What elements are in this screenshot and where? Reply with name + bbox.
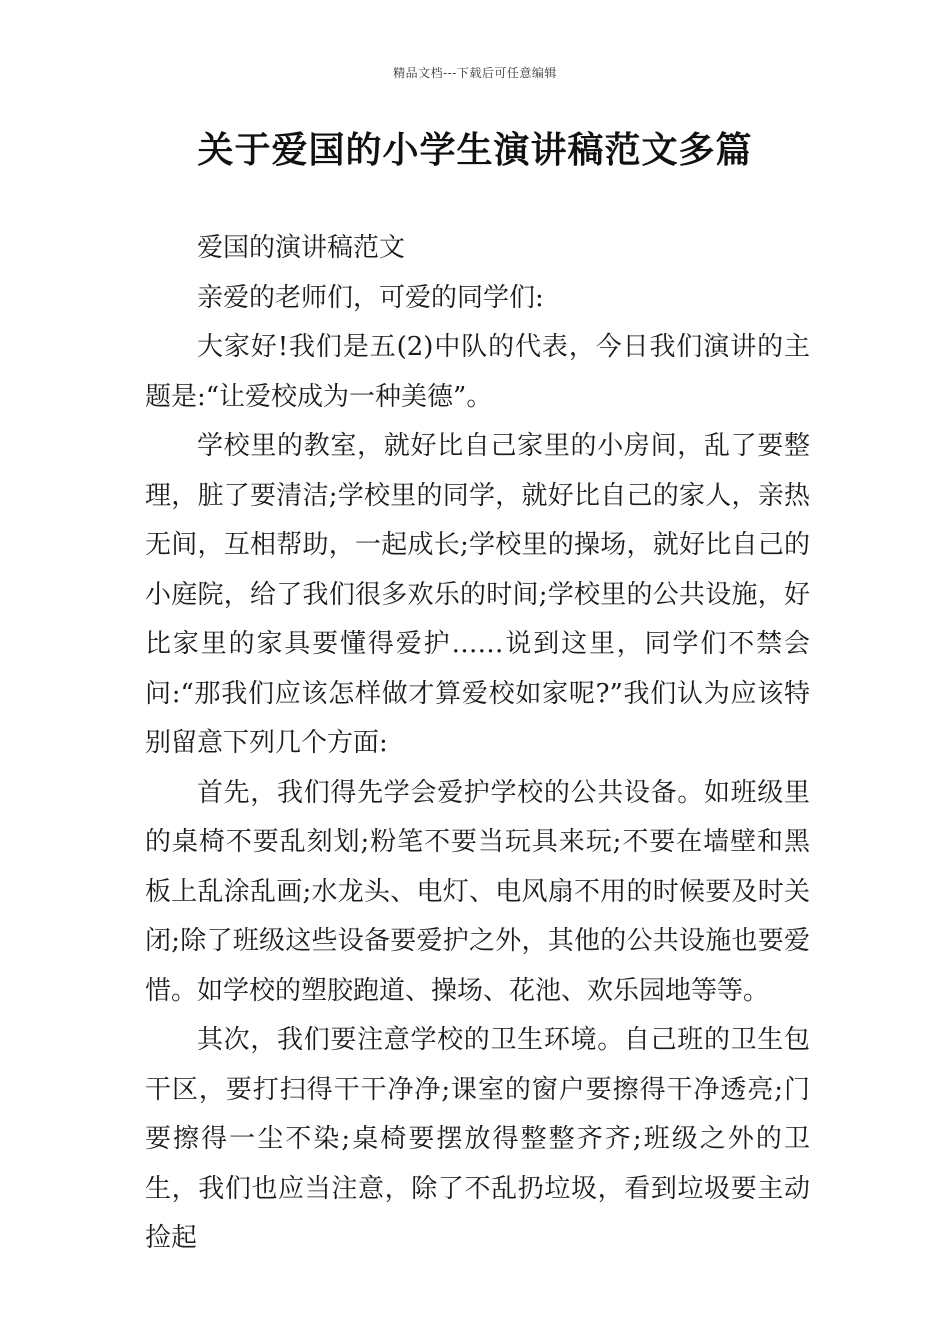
body-paragraph: 其次，我们要注意学校的卫生环境。自己班的卫生包干区，要打扫得干干净净;课室的窗户要擦得干净透亮;门要擦得一尘不染;桌椅要摆放得整整齐齐;班级之外的卫生，我们也应当注意，除了不乱扔垃圾，看到垃圾要主动捡起 — [145, 1025, 810, 1253]
document-title: 关于爱国的小学生演讲稿范文多篇 — [197, 129, 753, 171]
document-body — [145, 224, 810, 1264]
body-paragraph: 大家好!我们是五(2)中队的代表，今日我们演讲的主题是:“让爱校成为一种美德”。 — [145, 332, 810, 412]
body-paragraph: 首先，我们得先学会爱护学校的公共设备。如班级里的桌椅不要乱刻划;粉笔不要当玩具来玩;不要在墙壁和黑板上乱涂乱画;水龙头、电灯、电风扇不用的时候要及时关闭;除了班级这些设备要爱护之外，其他的公共设施也要爱惜。如学校的塑胶跑道、操场、花池、欢乐园地等等。 — [145, 777, 810, 1006]
body-paragraph: 学校里的教室，就好比自己家里的小房间，乱了要整理，脏了要清洁;学校里的同学，就好比自己的家人，亲热无间，互相帮助，一起成长;学校里的操场，就好比自己的小庭院，给了我们很多欢乐的时间;学校里的公共设施，好比家里的家具要懂得爱护……说到这里，同学们不禁会问:“那我们应该怎样做才算爱校如家呢?”我们认为应该特别留意下列几个方面: — [145, 431, 810, 758]
salutation-paragraph: 亲爱的老师们，可爱的同学们: — [197, 282, 544, 313]
header-note: 精品文档---下载后可任意编辑 — [393, 66, 557, 80]
subtitle-paragraph: 爱国的演讲稿范文 — [197, 233, 406, 263]
